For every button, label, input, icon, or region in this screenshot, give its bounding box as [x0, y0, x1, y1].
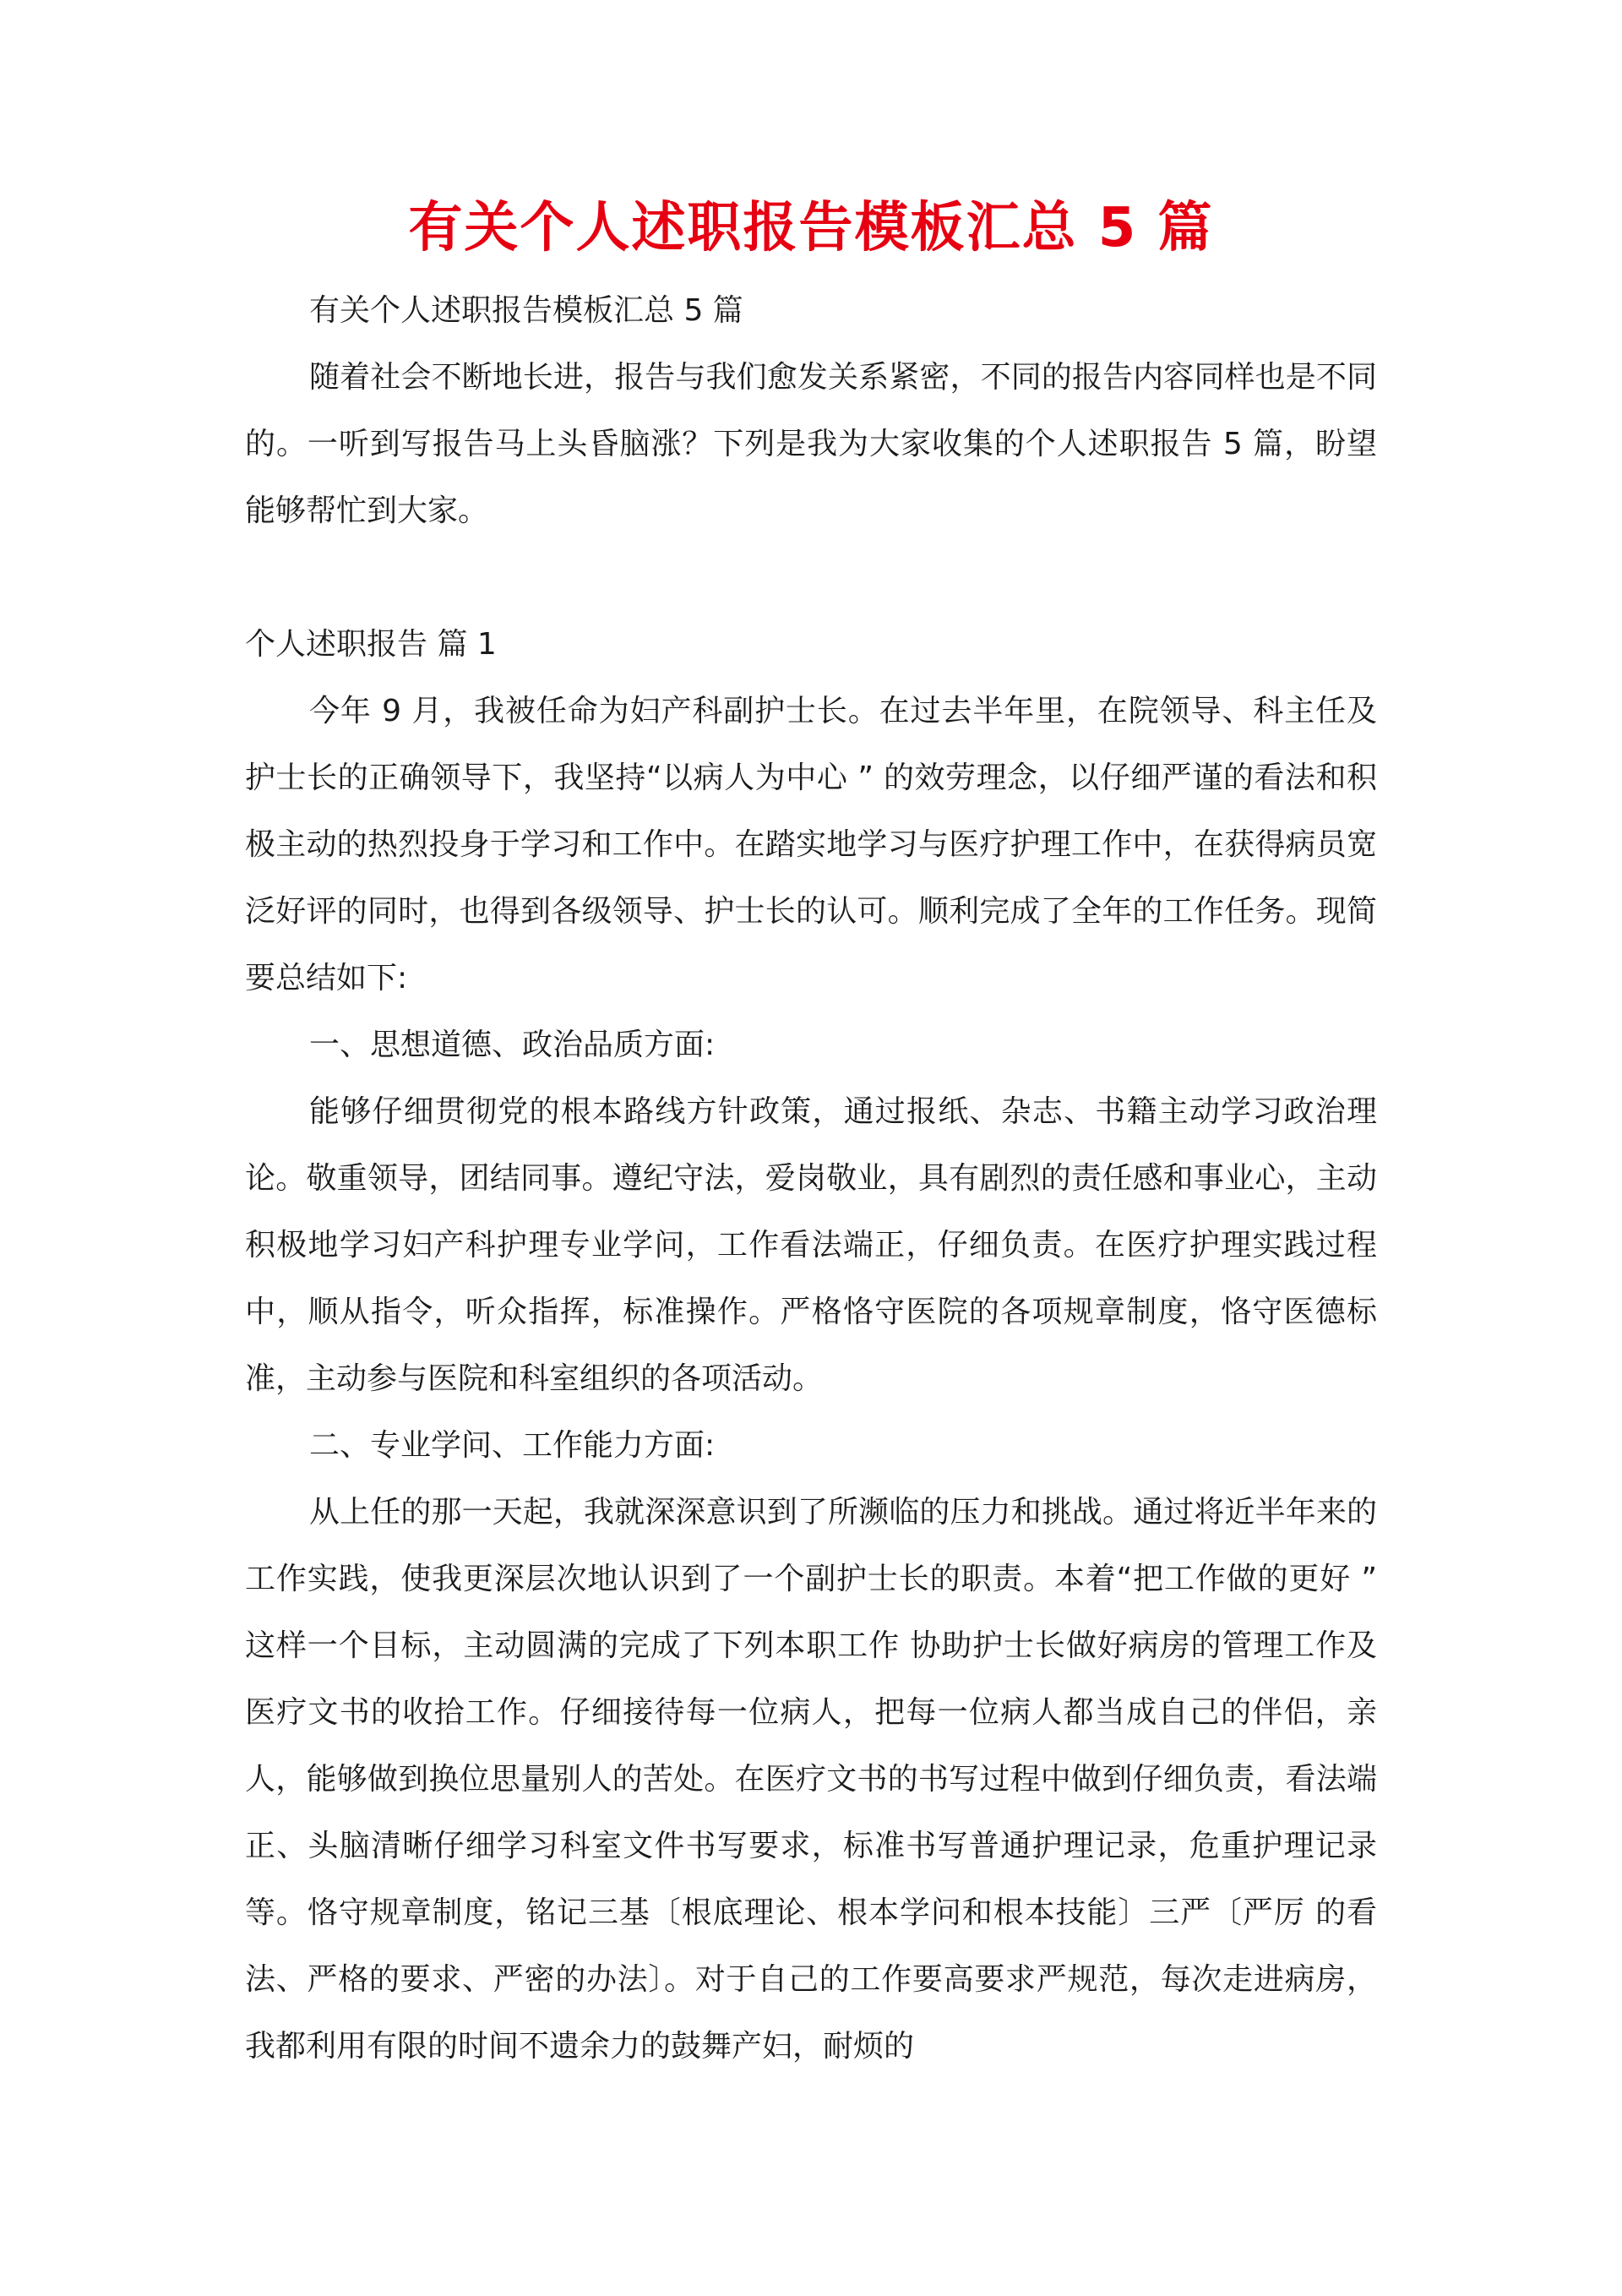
intro-paragraph: 随着社会不断地长进，报告与我们愈发关系紧密，不同的报告内容同样也是不同的。一听到写报告马上头昏脑涨？下列是我为大家收集的个人述职报告 5 篇，盼望能够帮忙到大家。: [245, 360, 1377, 528]
body-paragraph-1: 今年 9 月，我被任命为妇产科副护士长。在过去半年里，在院领导、科主任及护士长的正确领导下，我坚持“以病人为中心 ” 的效劳理念，以仔细严谨的看法和积极主动的热烈投身于学习和工作中。在踏实地学习与医疗护理工作中，在获得病员宽泛好评的同时，也得到各级领导、护士长的认可。顺利完成了全年的工作任务。现简要总结如下:: [245, 694, 1377, 995]
blank-line: [245, 544, 1377, 611]
body-paragraph-3: 从上任的那一天起，我就深深意识到了所濒临的压力和挑战。通过将近半年来的工作实践，使我更深层次地认识到了一个副护士长的职责。本着“把工作做的更好 ” 这样一个目标，主动圆满的完成了下列本职工作 协助护士长做好病房的管理工作及医疗文书的收拾工作。仔细接待每一位病人，把每一位病人都当成自己的伴侣，亲人，能够做到换位思量别人的苦处。在医疗文书的书写过程中做到仔细负责，看法端正、头脑清晰仔细学习科室文件书写要求，标准书写普通护理记录，危重护理记录等。恪守规章制度，铭记三基〔根底理论、根本学问和根本技能〕三严〔严厉 的看法、严格的要求、严密的办法〕。对于自己的工作要高要求严规范，每次走进病房，我都利用有限的时间不遗余力的鼓舞产妇，耐烦的: [245, 1495, 1377, 2064]
body-paragraph-2: 能够仔细贯彻党的根本路线方针政策，通过报纸、杂志、书籍主动学习政治理论。敬重领导，团结同事。遵纪守法，爱岗敬业，具有剧烈的责任感和事业心，主动积极地学习妇产科护理专业学问，工作看法端正，仔细负责。在医疗护理实践过程中，顺从指令，听众指挥，标准操作。严格恪守医院的各项规章制度，恪守医德标准，主动参与医院和科室组织的各项活动。: [245, 1094, 1377, 1396]
subheading-2: 二、专业学问、工作能力方面:: [309, 1428, 716, 1463]
document-title: 有关个人述职报告模板汇总 5 篇: [408, 197, 1214, 259]
document-body: [245, 188, 1377, 2080]
section-heading: 个人述职报告 篇 1: [245, 627, 497, 662]
subheading-1: 一、思想道德、政治品质方面:: [309, 1028, 716, 1062]
document-subtitle: 有关个人述职报告模板汇总 5 篇: [309, 293, 743, 328]
